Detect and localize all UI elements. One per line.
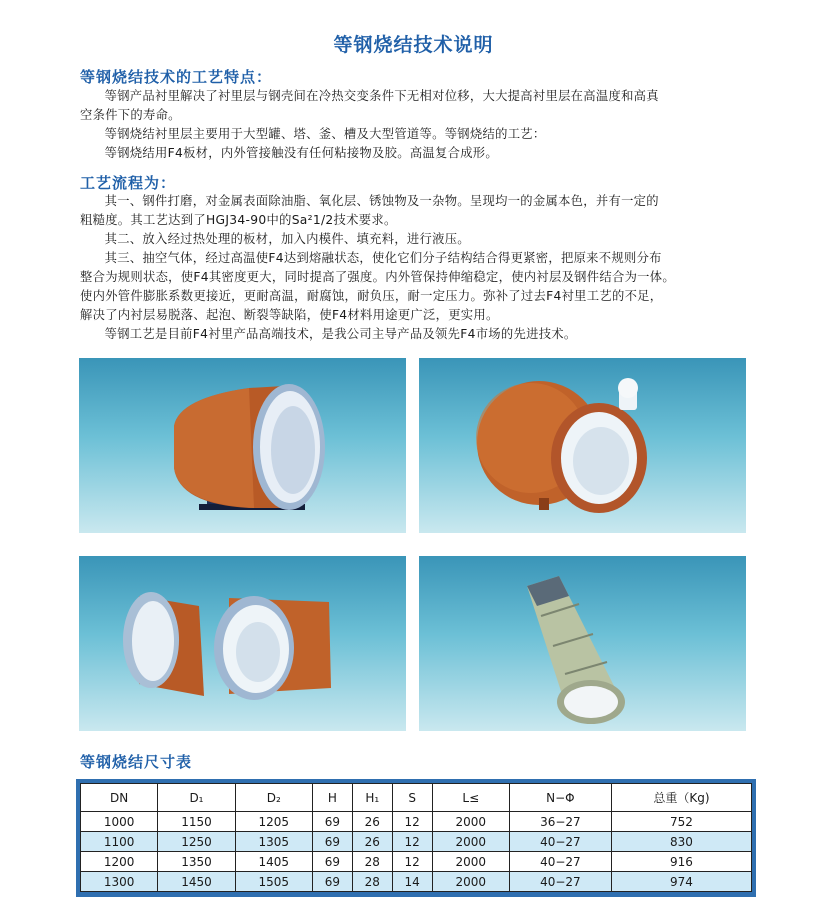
photo-lined-vessel-head (419, 358, 746, 533)
features-paragraph (80, 87, 760, 163)
section-heading-process: 工艺流程为： (80, 174, 177, 192)
table-cell: 1205 (235, 812, 312, 832)
col-header: D₂ (235, 784, 312, 812)
table-cell: 1505 (235, 872, 312, 892)
features-line: 等钢产品衬里解决了衬里层与钢壳间在冷热交变条件下无相对位移，大大提高衬里层在高温度和高真 (104, 89, 659, 103)
table-cell: 1200 (81, 852, 158, 872)
table-cell: 1300 (81, 872, 158, 892)
table-cell: 69 (312, 872, 352, 892)
col-header: DN (81, 784, 158, 812)
table-cell: 1450 (158, 872, 235, 892)
table-cell: 1350 (158, 852, 235, 872)
table-cell: 69 (312, 852, 352, 872)
table-cell: 2000 (432, 812, 509, 832)
process-paragraph (80, 192, 760, 344)
table-cell: 28 (352, 852, 392, 872)
section-heading-features: 等钢烧结技术的工艺特点： (80, 68, 273, 86)
col-header: N−Φ (509, 784, 611, 812)
col-header: S (392, 784, 432, 812)
table-cell: 2000 (432, 832, 509, 852)
table-cell: 69 (312, 812, 352, 832)
table-cell: 12 (392, 812, 432, 832)
process-line: 其三、抽空气体，经过高温使F4达到熔融状态，使化它们分子结构结合得更紧密，把原来不规则分布 (104, 251, 662, 265)
table-cell: 830 (611, 832, 751, 852)
table-row (81, 812, 752, 832)
photo-lined-column (419, 556, 746, 731)
table-cell: 974 (611, 872, 751, 892)
photo-lined-vessel-horizontal (79, 358, 406, 533)
process-line: 粗糙度。其工艺达到了HGJ34-90中的Sa²1/2技术要求。 (80, 213, 397, 227)
process-line: 其二、放入经过热处理的板材，加入内模件、填充料，进行液压。 (104, 232, 470, 246)
col-header: L≤ (432, 784, 509, 812)
col-header: H₁ (352, 784, 392, 812)
table-cell: 1100 (81, 832, 158, 852)
table-row (81, 872, 752, 892)
table-cell: 40−27 (509, 872, 611, 892)
process-line: 使内外管件膨胀系数更接近，更耐高温，耐腐蚀，耐负压，耐一定压力。弥补了过去F4衬里工艺的不足， (80, 289, 663, 303)
features-line: 空条件下的寿命。 (80, 108, 181, 122)
col-header: 总重（Kg) (611, 784, 751, 812)
table-cell: 26 (352, 812, 392, 832)
table-cell: 1150 (158, 812, 235, 832)
table-cell: 26 (352, 832, 392, 852)
table-cell: 1250 (158, 832, 235, 852)
table-cell: 36−27 (509, 812, 611, 832)
table-cell: 28 (352, 872, 392, 892)
table-cell: 2000 (432, 872, 509, 892)
process-line: 整合为规则状态，使F4其密度更大，同时提高了强度。内外管保持伸缩稳定，使内衬层及钢件结合为一体。 (80, 270, 675, 284)
process-line: 解决了内衬层易脱落、起泡、断裂等缺陷，使F4材料用途更广泛，更实用。 (80, 308, 499, 322)
table-cell: 14 (392, 872, 432, 892)
dimensions-table (80, 783, 752, 892)
table-cell: 752 (611, 812, 751, 832)
table-cell: 1405 (235, 852, 312, 872)
col-header: D₁ (158, 784, 235, 812)
process-line: 等钢工艺是目前F4衬里产品高端技术，是我公司主导产品及领先F4市场的先进技术。 (104, 327, 577, 341)
col-header: H (312, 784, 352, 812)
features-line: 等钢烧结衬里层主要用于大型罐、塔、釜、槽及大型管道等。等钢烧结的工艺： (104, 127, 546, 141)
table-cell: 40−27 (509, 832, 611, 852)
table-cell: 916 (611, 852, 751, 872)
table-heading: 等钢烧结尺寸表 (80, 753, 193, 771)
table-cell: 2000 (432, 852, 509, 872)
features-line: 等钢烧结用F4板材，内外管接触没有任何粘接物及胶。高温复合成形。 (104, 146, 498, 160)
photo-lined-pipe-sections (79, 556, 406, 731)
page-title: 等钢烧结技术说明 (333, 34, 494, 56)
table-row (81, 852, 752, 872)
table-row (81, 832, 752, 852)
table-cell: 40−27 (509, 852, 611, 872)
table-cell: 12 (392, 852, 432, 872)
process-line: 其一、钢件打磨，对金属表面除油脂、氧化层、锈蚀物及一杂物。呈现均一的金属本色，并有一定的 (104, 194, 659, 208)
table-cell: 1305 (235, 832, 312, 852)
table-cell: 1000 (81, 812, 158, 832)
table-header-row (81, 784, 752, 812)
table-cell: 12 (392, 832, 432, 852)
table-cell: 69 (312, 832, 352, 852)
